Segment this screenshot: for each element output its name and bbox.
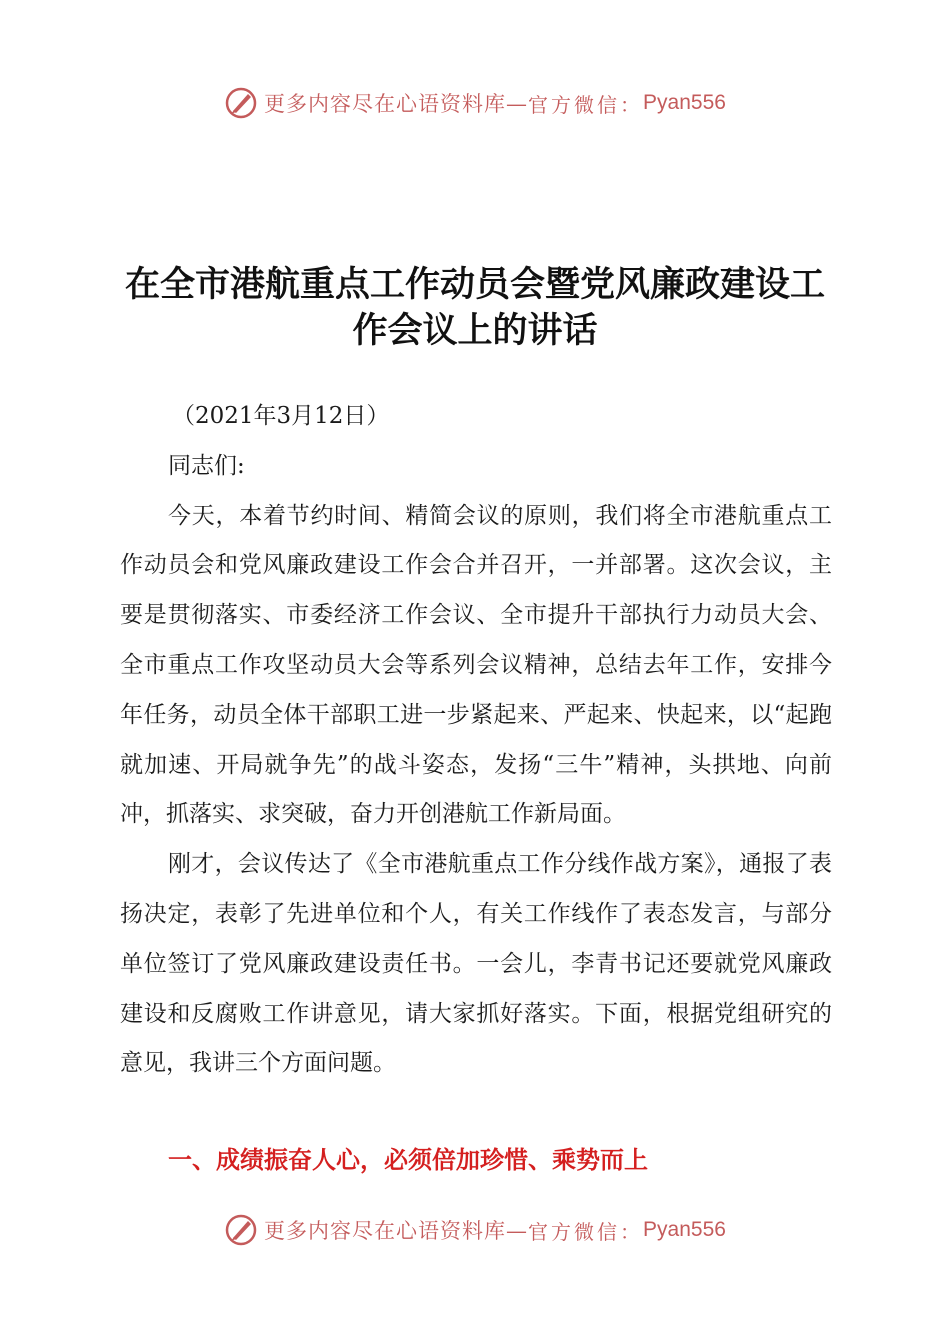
watermark-text: 更多内容尽在心语资料库— [264,92,529,116]
watermark-wechat-id: Pyan556 [643,1218,726,1241]
paragraph-2: 刚才，会议传达了《全市港航重点工作分线作战方案》，通报了表扬决定，表彰了先进单位和个人，有关工作线作了表态发言，与部分单位签订了党风廉政建设责任书。一会儿，李青书记还要就党风廉政建设和反腐败工作讲意见，请大家抓好落实。下面，根据党组研究的意见，我讲三个方面问题。 [120,851,832,1077]
watermark-footer [0,1210,950,1250]
section-heading: 一、成绩振奋人心，必须倍加珍惜、乘势而上 [168,1146,648,1174]
watermark-wechat-label: 官方微信： [528,1219,644,1244]
watermark-wechat-label: 官方微信： [528,92,644,117]
speech-date: （2021年3月12日） [172,403,390,429]
watermark-wechat-id: Pyan556 [643,91,726,114]
watermark-text: 更多内容尽在心语资料库— [264,1219,529,1243]
document-body [120,392,832,1089]
pen-logo-icon [224,1213,258,1247]
document-title [110,262,840,354]
watermark-header [0,83,950,123]
title-line-1: 在全市港航重点工作动员会暨党风廉政建设工 [124,265,825,305]
pen-logo-icon [224,86,258,120]
paragraph-1: 今天，本着节约时间、精简会议的原则，我们将全市港航重点工作动员会和党风廉政建设工作会合并召开，一并部署。这次会议，主要是贯彻落实、市委经济工作会议、全市提升干部执行力动员大会、全市重点工作攻坚动员大会等系列会议精神，总结去年工作，安排今年任务，动员全体干部职工进一步紧起来、严起来、快起来，以“起跑就加速、开局就争先”的战斗姿态，发扬“三牛”精神，头拱地、向前冲，抓落实、求突破，奋力开创港航工作新局面。 [120,502,832,828]
title-line-2: 作会议上的讲话 [352,311,598,351]
salutation: 同志们: [168,452,245,479]
